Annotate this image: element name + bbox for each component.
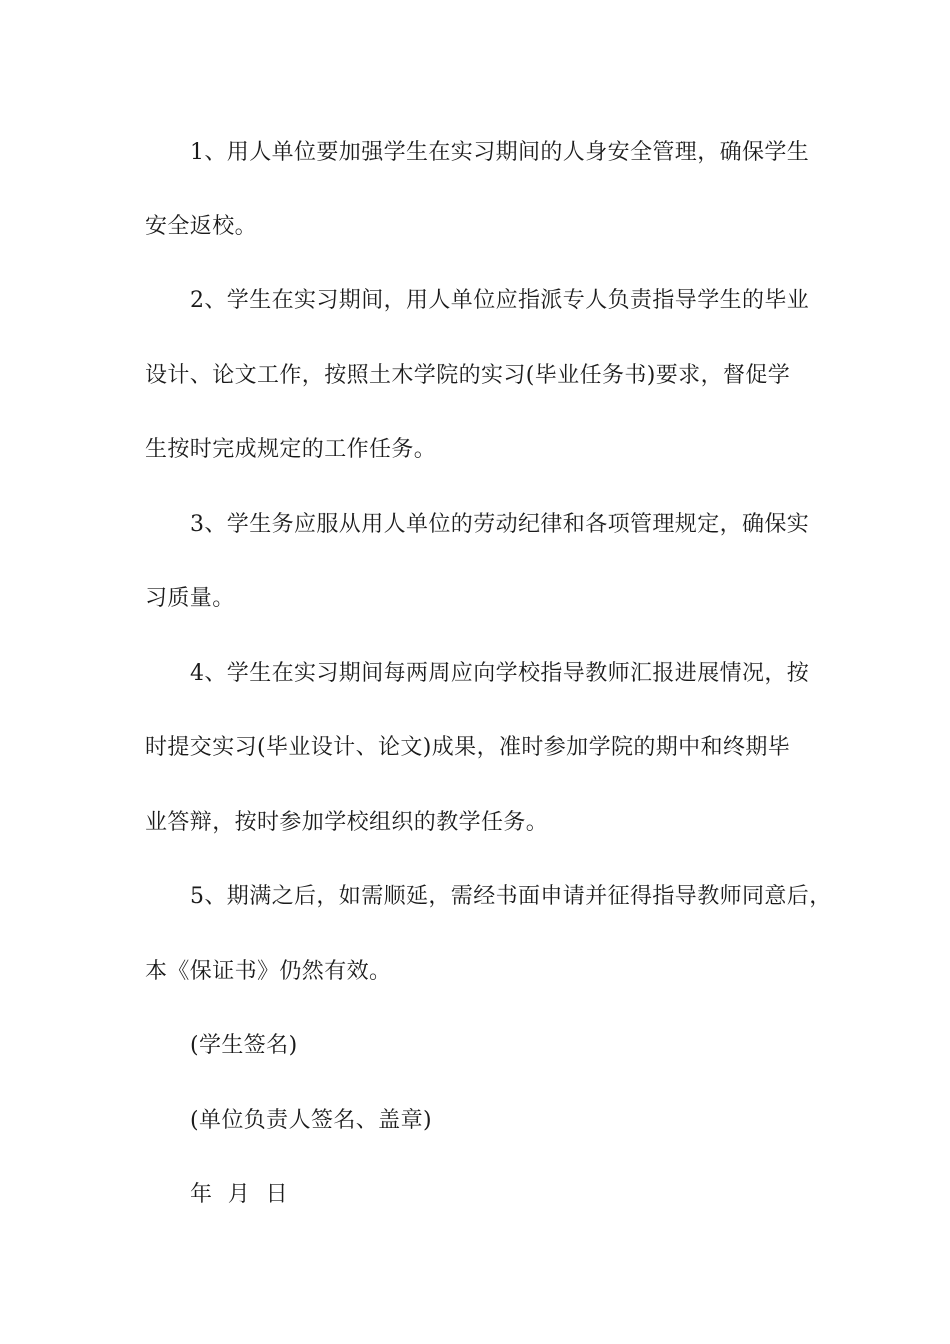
unit-signature-label: (单位负责人签名、盖章) (190, 1108, 432, 1133)
item-5-line-1: 5、期满之后，如需顺延，需经书面申请并征得指导教师同意后， (190, 884, 832, 909)
item-5-line-2: 本《保证书》仍然有效。 (145, 959, 392, 984)
item-4-line-1: 4、学生在实习期间每两周应向学校指导教师汇报进展情况，按 (190, 661, 810, 686)
item-3-line-1: 3、学生务应服从用人单位的劳动纪律和各项管理规定，确保实 (190, 512, 810, 537)
item-1-line-1: 1、用人单位要加强学生在实习期间的人身安全管理，确保学生 (190, 140, 810, 165)
item-4-line-3: 业答辩，按时参加学校组织的教学任务。 (145, 810, 549, 835)
item-2-line-1: 2、学生在实习期间，用人单位应指派专人负责指导学生的毕业 (190, 288, 810, 313)
item-3-line-2: 习质量。 (145, 586, 235, 611)
item-2-line-3: 生按时完成规定的工作任务。 (145, 437, 437, 462)
item-2-line-2: 设计、论文工作，按照土木学院的实习(毕业任务书)要求，督促学 (145, 363, 791, 388)
item-4-line-2: 时提交实习(毕业设计、论文)成果，准时参加学院的期中和终期毕 (145, 735, 791, 760)
item-1-line-2: 安全返校。 (145, 214, 258, 239)
date-label: 年 月 日 (190, 1182, 288, 1207)
student-signature-label: (学生签名) (190, 1033, 298, 1058)
